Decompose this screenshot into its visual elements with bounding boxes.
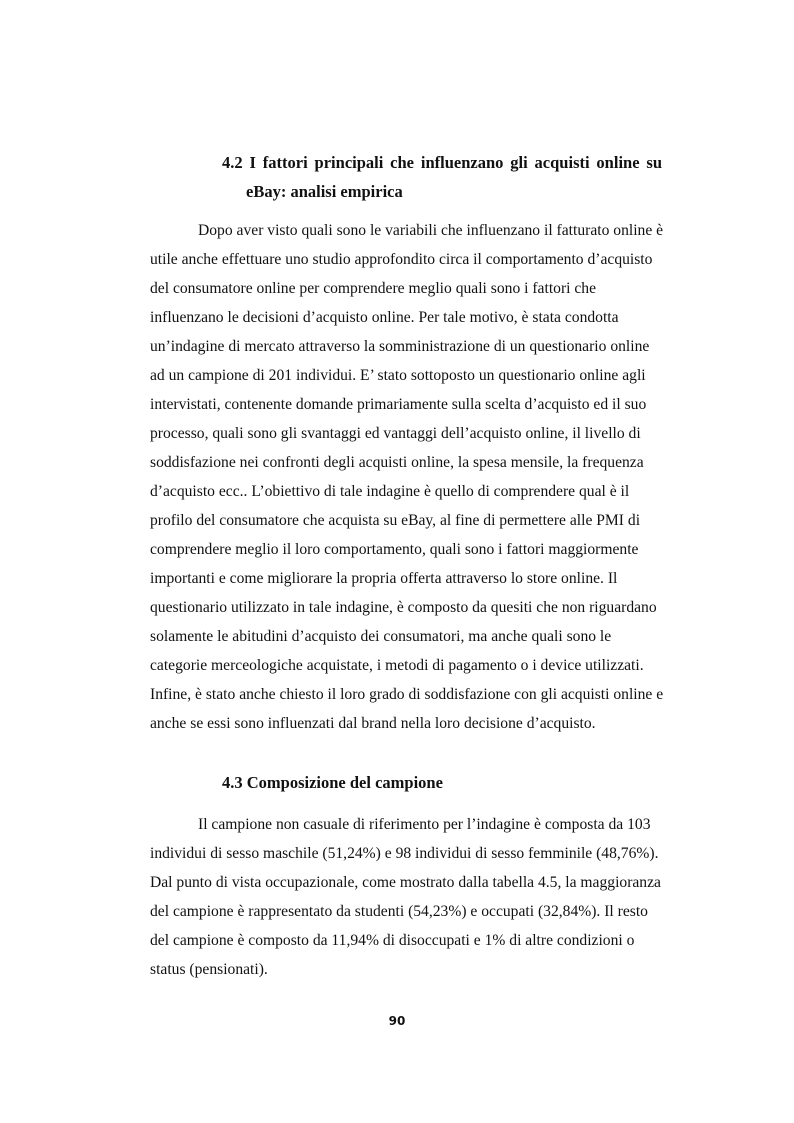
paragraph-line: solamente le abitudini d’acquisto dei consumatori, ma anche quali sono le xyxy=(150,628,612,645)
paragraph-line: anche se essi sono influenzati dal brand nella loro decisione d’acquisto. xyxy=(150,715,596,732)
paragraph-line: Dopo aver visto quali sono le variabili che influenzano il fatturato online è xyxy=(198,222,664,239)
paragraph-line: Dal punto di vista occupazionale, come mostrato dalla tabella 4.5, la maggioranza xyxy=(150,874,661,891)
paragraph-line: del consumatore online per comprendere meglio quali sono i fattori che xyxy=(150,280,597,297)
paragraph-line: comprendere meglio il loro comportamento, quali sono i fattori maggiormente xyxy=(150,541,639,558)
paragraph-line: processo, quali sono gli svantaggi ed vantaggi dell’acquisto online, il livello di xyxy=(150,425,641,442)
paragraph-4-2 xyxy=(150,216,680,738)
paragraph-line: del campione è rappresentato da studenti (54,23%) e occupati (32,84%). Il resto xyxy=(150,903,648,920)
section-heading-4-3: 4.3 Composizione del campione xyxy=(222,773,443,792)
paragraph-line: del campione è composto da 11,94% di disoccupati e 1% di altre condizioni o xyxy=(150,932,635,949)
paragraph-line: Il campione non casuale di riferimento per l’indagine è composta da 103 xyxy=(198,816,651,833)
paragraph-line: importanti e come migliorare la propria offerta attraverso lo store online. Il xyxy=(150,570,618,587)
paragraph-line: intervistati, contenente domande primariamente sulla scelta d’acquisto ed il suo xyxy=(150,396,647,413)
paragraph-line: Infine, è stato anche chiesto il loro grado di soddisfazione con gli acquisti online e xyxy=(150,686,664,703)
paragraph-line: individui di sesso maschile (51,24%) e 98 individui di sesso femminile (48,76%). xyxy=(150,845,659,862)
section-title-line-2: eBay: analisi empirica xyxy=(246,182,403,201)
paragraph-line: questionario utilizzato in tale indagine, è composto da quesiti che non riguardano xyxy=(150,599,657,616)
paragraph-line: utile anche effettuare uno studio approfondito circa il comportamento d’acquisto xyxy=(150,251,653,268)
paragraph-line: soddisfazione nei confronti degli acquisti online, la spesa mensile, la frequenza xyxy=(150,454,644,471)
section-heading-4-2 xyxy=(222,148,662,177)
paragraph-line: influenzano le decisioni d’acquisto online. Per tale motivo, è stata condotta xyxy=(150,309,619,326)
paragraph-4-3 xyxy=(150,810,680,984)
paragraph-line: d’acquisto ecc.. L’obiettivo di tale indagine è quello di comprendere qual è il xyxy=(150,483,630,500)
paragraph-line: ad un campione di 201 individui. E’ stato sottoposto un questionario online agli xyxy=(150,367,646,384)
section-title-line-1: I fattori principali che influenzano gli acquisti online su xyxy=(249,153,662,172)
section-number: 4.2 xyxy=(222,153,243,172)
paragraph-line: categorie merceologiche acquistate, i metodi di pagamento o i device utilizzati. xyxy=(150,657,644,674)
paragraph-line: profilo del consumatore che acquista su eBay, al fine di permettere alle PMI di xyxy=(150,512,641,529)
paragraph-line: un’indagine di mercato attraverso la somministrazione di un questionario online xyxy=(150,338,650,355)
page-number: 90 xyxy=(388,1014,406,1028)
paragraph-line: status (pensionati). xyxy=(150,961,268,978)
